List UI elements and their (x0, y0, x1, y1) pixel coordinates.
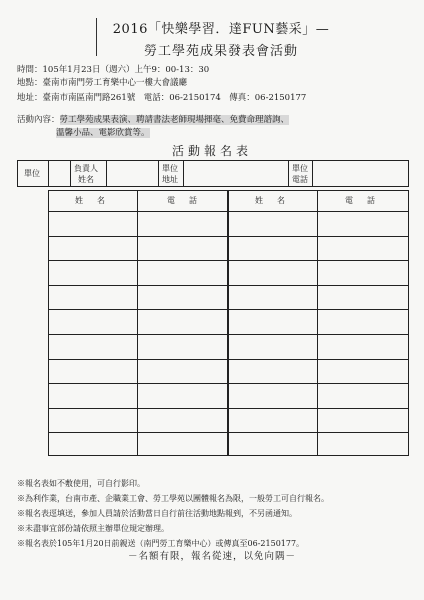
form-title: 活動報名表 (171, 144, 252, 158)
note-item: ※報名表於105年1月20日前親送（南門勞工育樂中心）或傳真至06-2150177。 (17, 539, 305, 548)
phone-label-2: 電話 (292, 175, 308, 184)
addr-label-1: 單位 (162, 164, 178, 173)
note-item: ※報名表逕填送，參加人員請於活動當日自行前往活動地點報到，不另函通知。 (17, 509, 297, 518)
unit-label: 單位 (24, 169, 40, 178)
col-header-name-left: 姓名 (75, 196, 119, 205)
event-content (17, 113, 289, 125)
person-label-1: 負責人 (74, 164, 98, 173)
unit-address-field[interactable] (184, 161, 284, 186)
phone-label-1: 單位 (292, 164, 308, 173)
person-label-2: 姓名 (78, 175, 94, 184)
event-content-line-2: 溫馨小品、電影欣賞等。 (56, 128, 150, 138)
note-item: ※為利作業，台南市產、企職業工會、勞工學苑以團體報名為限，一般勞工可自行報名。 (17, 494, 329, 503)
grid-row-line (49, 383, 408, 384)
note-item: ※報名表如不敷使用，可自行影印。 (17, 479, 145, 488)
grid-row-line (49, 260, 408, 261)
col-header-name-right: 姓名 (255, 196, 299, 205)
participant-grid (48, 190, 409, 456)
unit-info-table (17, 160, 409, 187)
grid-row-line (49, 236, 408, 237)
event-time: 時間：105年1月23日（週六）上午9：00-13：30 (17, 65, 210, 75)
person-name-field[interactable] (107, 161, 157, 186)
grid-col-divider-center (227, 191, 229, 455)
event-title-line-1: 2016「快樂學習．達FUN藝采」— (112, 22, 330, 37)
grid-row-line (49, 285, 408, 286)
grid-row-line (49, 334, 408, 335)
unit-phone-field[interactable] (313, 161, 408, 186)
col-header-phone-right: 電話 (345, 196, 389, 205)
grid-row-line (49, 408, 408, 409)
phone-divider (288, 161, 289, 186)
event-content-line-1: 勞工學苑成果表演、聘請書法老師現場揮毫、免費命理諮詢、 (59, 115, 290, 125)
addr-label-2: 地址 (162, 175, 178, 184)
event-content-line-2-wrap (56, 126, 150, 138)
grid-row-line (49, 211, 408, 212)
col-header-phone-left: 電話 (167, 196, 211, 205)
event-place: 地點：臺南市南門勞工育樂中心一樓大會議廳 (17, 78, 188, 88)
event-address: 地址：臺南市南區南門路261號 電話：06-2150174 傳真：06-2150177 (17, 93, 307, 103)
note-item: ※未盡事宜部份請依照主辦單位規定辦理。 (17, 524, 169, 533)
grid-row-line (49, 309, 408, 310)
addr-divider (158, 161, 159, 186)
event-title-line-2: 勞工學苑成果發表會活動 (143, 44, 298, 59)
person-divider (70, 161, 71, 186)
unit-field[interactable] (49, 161, 69, 186)
grid-col-divider-3 (317, 191, 318, 455)
footer-slogan: －名額有限，報名從速，以免向隅－ (127, 551, 296, 562)
grid-row-line (49, 432, 408, 433)
event-content-label: 活動內容： (17, 115, 60, 125)
notes-section (17, 476, 329, 551)
grid-col-divider-1 (137, 191, 138, 455)
grid-row-line (49, 359, 408, 360)
